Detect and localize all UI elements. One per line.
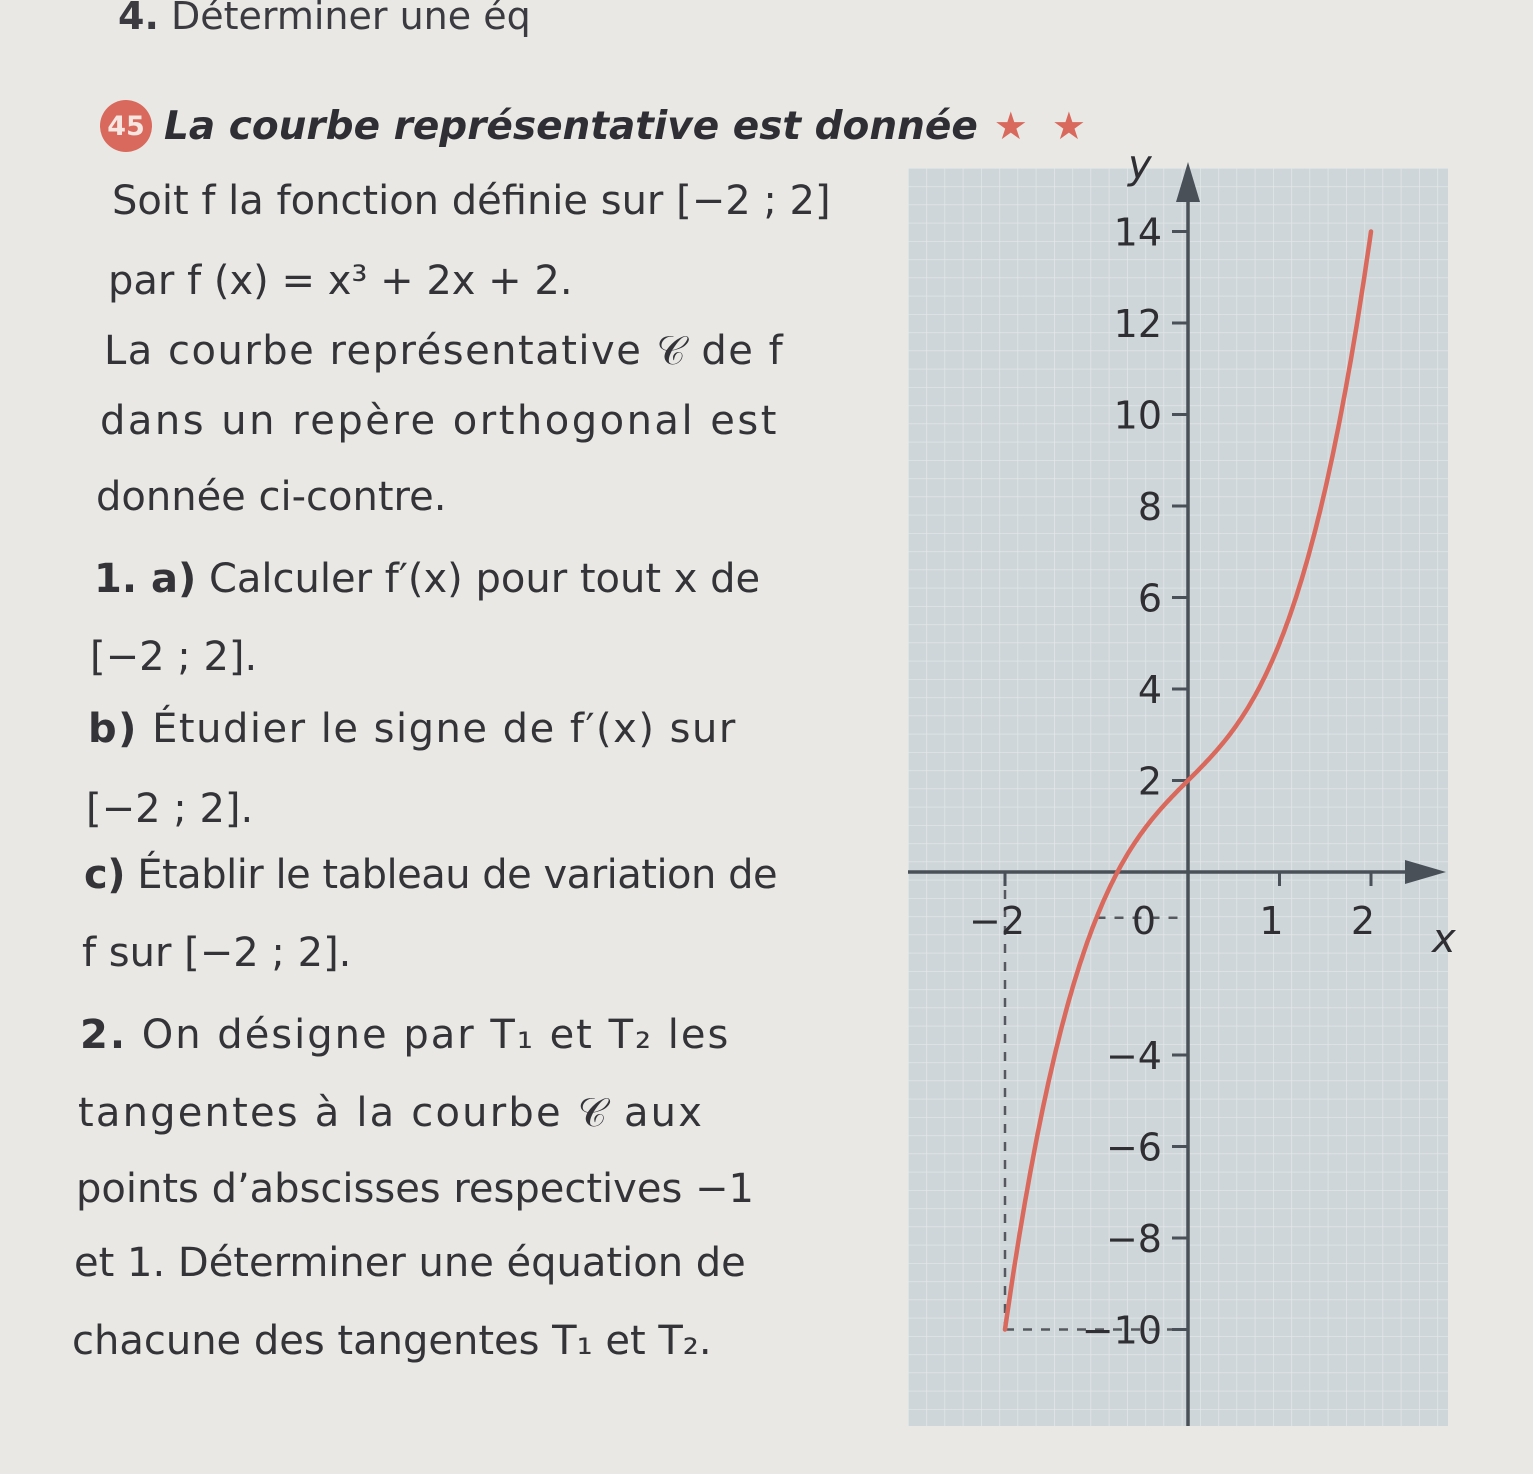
previous-item-text: Déterminer une éq <box>170 0 531 38</box>
x-axis-label: x <box>1432 916 1456 962</box>
question-2-line-2: tangentes à la courbe 𝒞 aux <box>78 1090 705 1136</box>
exercise-title: La courbe représentative est donnée <box>164 103 978 149</box>
difficulty-stars: ★ ★ <box>993 104 1092 148</box>
y-tick-label-9: 12 <box>1113 302 1162 346</box>
y-tick-label-5: 4 <box>1137 668 1162 712</box>
x-tick-label-3: 2 <box>1350 899 1376 943</box>
statement-line-5: donnée ci-contre. <box>96 474 447 520</box>
y-tick-label-4: 2 <box>1137 759 1162 804</box>
statement-line-2: par f (x) = x³ + 2x + 2. <box>108 258 573 304</box>
statement-line-1: Soit f la fonction définie sur [−2 ; 2] <box>112 178 831 224</box>
y-tick-label-0: −10 <box>1081 1308 1162 1353</box>
question-1a-label: 1. a) <box>94 556 197 602</box>
y-tick-label-7: 8 <box>1137 485 1162 529</box>
x-tick-label-0: −2 <box>968 899 1026 943</box>
question-2-line-3: points d’abscisses respectives −1 <box>76 1166 754 1212</box>
y-tick-label-8: 10 <box>1113 393 1162 438</box>
question-1b-line-1: Étudier le signe de f′(x) sur <box>152 706 737 752</box>
question-2-line-5: chacune des tangentes T₁ et T₂. <box>72 1318 712 1364</box>
y-tick-label-2: −6 <box>1105 1125 1162 1170</box>
question-1b-line-2: [−2 ; 2]. <box>86 786 254 832</box>
x-tick-label-2: 1 <box>1259 899 1284 943</box>
exercise-number-badge: 45 <box>100 100 152 152</box>
question-2-label: 2. <box>80 1012 128 1058</box>
question-1c-line-1: Établir le tableau de variation de <box>137 852 778 898</box>
statement-line-4: dans un repère orthogonal est <box>100 398 779 444</box>
question-1b-label: b) <box>88 706 138 752</box>
question-1c-label: c) <box>84 852 125 898</box>
previous-item-number: 4. <box>118 0 159 38</box>
question-2-line-1: On désigne par T₁ et T₂ les <box>141 1012 731 1058</box>
statement-line-3: La courbe représentative 𝒞 de f <box>104 328 785 374</box>
y-tick-label-6: 6 <box>1137 576 1162 621</box>
y-tick-label-1: −8 <box>1105 1217 1162 1261</box>
question-1c-line-2: f sur [−2 ; 2]. <box>82 930 352 976</box>
question-1a-line-1: Calculer f′(x) pour tout x de <box>208 556 761 602</box>
y-tick-label-3: −4 <box>1105 1034 1162 1078</box>
y-axis-label: y <box>1128 142 1152 188</box>
question-1a-line-2: [−2 ; 2]. <box>90 634 258 680</box>
y-tick-label-10: 14 <box>1113 210 1162 255</box>
question-2-line-4: et 1. Déterminer une équation de <box>74 1240 746 1286</box>
x-tick-label-1: 0 <box>1131 899 1157 943</box>
